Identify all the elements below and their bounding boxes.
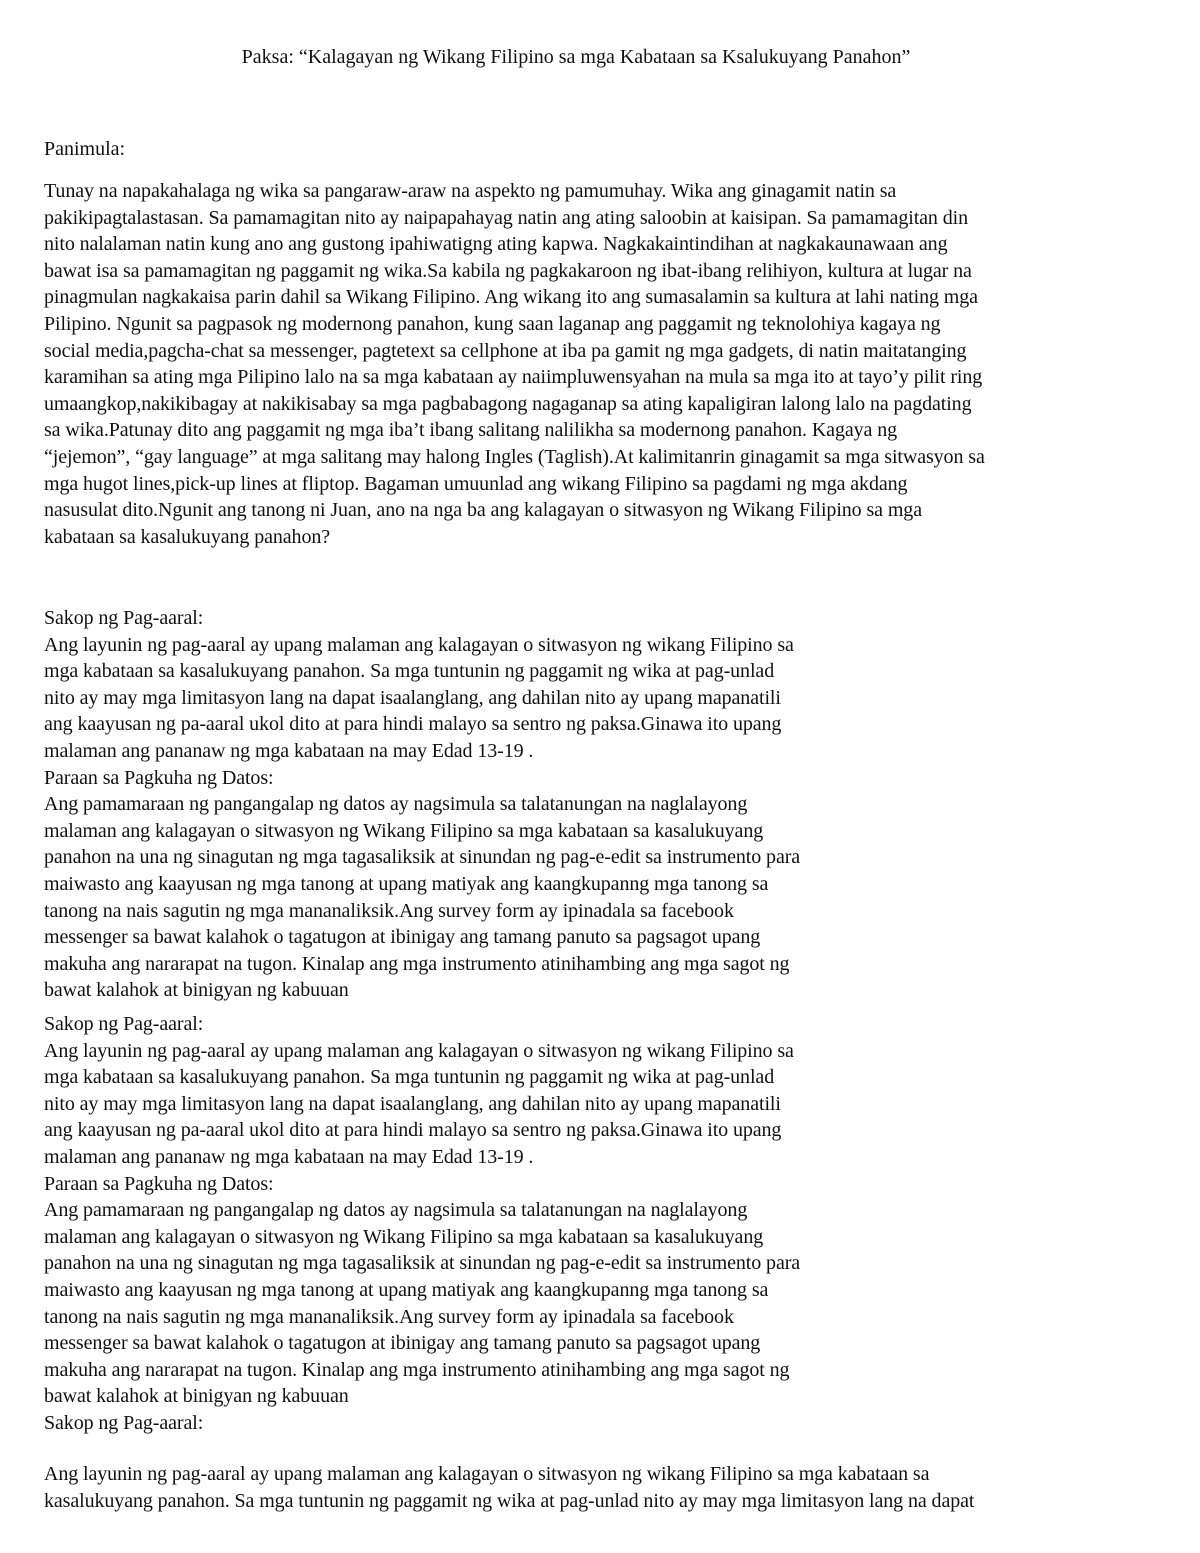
section-heading: Paraan sa Pagkuha ng Datos: xyxy=(44,1172,274,1195)
text-line: malaman ang kalagayan o sitwasyon ng Wikang Filipino sa mga kabataan sa kasalukuyang xyxy=(44,1225,764,1248)
section-a xyxy=(44,605,800,1004)
text-line: Ang layunin ng pag-aaral ay upang malaman ang kalagayan o sitwasyon ng wikang Filipino sa mga kabataan sa xyxy=(44,1463,930,1485)
text-line: nito ay may mga limitasyon lang na dapat isaalanglang, ang dahilan nito ay upang mapanatili xyxy=(44,686,781,709)
section-heading: Sakop ng Pag-aaral: xyxy=(44,1013,204,1035)
text-line: Ang layunin ng pag-aaral ay upang malaman ang kalagayan o sitwasyon ng wikang Filipino sa xyxy=(44,633,794,656)
text-line: social media,pagcha-chat sa messenger, pagtetext sa cellphone at iba pa gamit ng mga gadgets, di natin maitatanging xyxy=(44,339,967,362)
panimula-paragraph xyxy=(44,178,985,550)
text-line: umaangkop,nakikibagay at nakikisabay sa mga pagbabagong nagaganap sa ating kapaligiran lalong lalo na pagdating xyxy=(44,392,972,415)
text-line: sa wika.Patunay dito ang paggamit ng mga iba’t ibang salitang nalilikha sa modernong panahon. Kagaya ng xyxy=(44,419,898,442)
text-line: malaman ang pananaw ng mga kabataan na may Edad 13-19 . xyxy=(44,1145,534,1168)
text-line: bawat kalahok at binigyan ng kabuuan xyxy=(44,1385,349,1408)
text-line: mga kabataan sa kasalukuyang panahon. Sa mga tuntunin ng paggamit ng wika at pag-unlad xyxy=(44,1066,775,1089)
text-line: “jejemon”, “gay language” at mga salitang may halong Ingles (Taglish).At kalimitanrin ginagamit sa mga sitwasyon sa xyxy=(44,445,985,468)
text-line: ang kaayusan ng pa-aaral ukol dito at para hindi malayo sa sentro ng paksa.Ginawa ito upang xyxy=(44,713,782,736)
text-line: nito ay may mga limitasyon lang na dapat isaalanglang, ang dahilan nito ay upang mapanatili xyxy=(44,1092,781,1115)
final-paragraph xyxy=(44,1461,974,1514)
text-line: tanong na nais sagutin ng mga mananaliksik.Ang survey form ay ipinadala sa facebook xyxy=(44,1305,734,1328)
text-line: mga hugot lines,pick-up lines at fliptop. Bagaman umuunlad ang wikang Filipino sa pagdami ng mga akdang xyxy=(44,472,908,495)
text-line: tanong na nais sagutin ng mga mananaliksik.Ang survey form ay ipinadala sa facebook xyxy=(44,899,734,922)
text-line: kabataan sa kasalukuyang panahon? xyxy=(44,525,331,548)
text-line: ang kaayusan ng pa-aaral ukol dito at para hindi malayo sa sentro ng paksa.Ginawa ito upang xyxy=(44,1119,782,1142)
text-line: makuha ang nararapat na tugon. Kinalap ang mga instrumento atinihambing ang mga sagot ng xyxy=(44,952,790,975)
text-line: kasalukuyang panahon. Sa mga tuntunin ng paggamit ng wika at pag-unlad nito ay may mga limitasyon lang na dapat xyxy=(44,1489,975,1512)
text-line: karamihan sa ating mga Pilipino lalo na sa mga kabataan ay naiimpluwensyahan na mula sa mga ito at tayo’y pilit ring xyxy=(44,366,983,389)
document-title: Paksa: “Kalagayan ng Wikang Filipino sa mga Kabataan sa Ksalukuyang Panahon” xyxy=(241,46,911,68)
section-heading: Paraan sa Pagkuha ng Datos: xyxy=(44,766,274,789)
text-line: mga kabataan sa kasalukuyang panahon. Sa mga tuntunin ng paggamit ng wika at pag-unlad xyxy=(44,660,775,683)
text-line: messenger sa bawat kalahok o tagatugon at ibinigay ang tamang panuto sa pagsagot upang xyxy=(44,1332,761,1355)
text-line: Ang layunin ng pag-aaral ay upang malaman ang kalagayan o sitwasyon ng wikang Filipino sa xyxy=(44,1039,794,1062)
text-line: maiwasto ang kaayusan ng mga tanong at upang matiyak ang kaangkupanng mga tanong sa xyxy=(44,872,769,895)
text-line: pakikipagtalastasan. Sa pamamagitan nito ay naipapahayag natin ang ating saloobin at kaisipan. Sa pamamagitan din xyxy=(44,206,968,229)
text-line: malaman ang pananaw ng mga kabataan na may Edad 13-19 . xyxy=(44,739,534,762)
text-line: nasusulat dito.Ngunit ang tanong ni Juan, ano na nga ba ang kalagayan o sitwasyon ng Wikang Filipino sa mga xyxy=(44,499,922,522)
text-line: nito nalalaman natin kung ano ang gustong ipahiwatigng ating kapwa. Nagkakaintindihan at nagkakaunawaan ang xyxy=(44,233,948,256)
text-line: Tunay na napakahalaga ng wika sa pangaraw-araw na aspekto ng pamumuhay. Wika ang ginagamit natin sa xyxy=(44,180,897,202)
text-line: bawat isa sa pamamagitan ng paggamit ng wika.Sa kabila ng pagkakaroon ng ibat-ibang relihiyon, kultura at lugar na xyxy=(44,259,972,282)
text-line: malaman ang kalagayan o sitwasyon ng Wikang Filipino sa mga kabataan sa kasalukuyang xyxy=(44,819,764,842)
text-line: panahon na una ng sinagutan ng mga tagasaliksik at sinundan ng pag-e-edit sa instrumento para xyxy=(44,1252,801,1275)
panimula-heading: Panimula: xyxy=(44,138,126,160)
text-line: messenger sa bawat kalahok o tagatugon at ibinigay ang tamang panuto sa pagsagot upang xyxy=(44,926,761,949)
section-heading: Sakop ng Pag-aaral: xyxy=(44,1411,204,1434)
section-b xyxy=(44,1011,800,1437)
text-line: panahon na una ng sinagutan ng mga tagasaliksik at sinundan ng pag-e-edit sa instrumento para xyxy=(44,846,801,869)
text-line: bawat kalahok at binigyan ng kabuuan xyxy=(44,979,349,1002)
text-line: Pilipino. Ngunit sa pagpasok ng modernong panahon, kung saan laganap ang paggamit ng teknolohiya kagaya ng xyxy=(44,312,941,335)
text-line: Ang pamamaraan ng pangangalap ng datos ay nagsimula sa talatanungan na naglalayong xyxy=(44,793,748,816)
text-line: pinagmulan nagkakaisa parin dahil sa Wikang Filipino. Ang wikang ito ang sumasalamin sa kultura at lahi nating mga xyxy=(44,286,978,309)
text-line: Ang pamamaraan ng pangangalap ng datos ay nagsimula sa talatanungan na naglalayong xyxy=(44,1199,748,1222)
section-heading: Sakop ng Pag-aaral: xyxy=(44,607,204,629)
text-line: maiwasto ang kaayusan ng mga tanong at upang matiyak ang kaangkupanng mga tanong sa xyxy=(44,1278,769,1301)
text-line: makuha ang nararapat na tugon. Kinalap ang mga instrumento atinihambing ang mga sagot ng xyxy=(44,1358,790,1381)
